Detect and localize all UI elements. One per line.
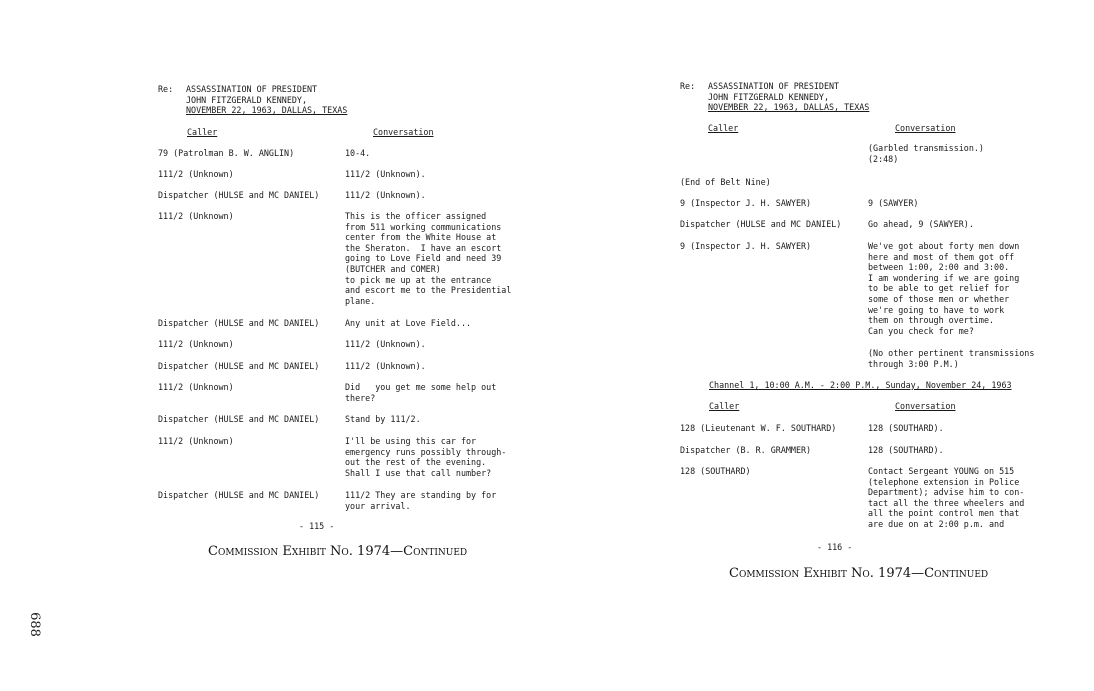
caller: 79 (Patrolman B. W. ANGLIN)	[158, 148, 295, 158]
page-number: - 116 -	[817, 542, 853, 552]
re-label: Re:	[158, 84, 174, 94]
caller: Dispatcher (B. R. GRAMMER)	[680, 445, 812, 455]
re-line-2: JOHN FITZGERALD KENNEDY,	[708, 91, 830, 102]
conversation: 111/2 (Unknown).	[345, 339, 426, 349]
conversation: 111/2 (Unknown).	[345, 169, 426, 179]
conversation-column-header: Conversation	[373, 127, 434, 137]
caller: Dispatcher (HULSE and MC DANIEL)	[158, 490, 320, 500]
conversation: Go ahead, 9 (SAWYER).	[868, 219, 974, 229]
conversation: This is the officer assigned from 511 working communications center from the White House at the Sheraton. I have an escort going to Love Field and need 39 (BUTCHER and COMER) to pick me up at the entrance and escort me to the Presidential plane.	[345, 211, 512, 306]
conversation: Any unit at Love Field...	[345, 318, 472, 328]
caller: Dispatcher (HULSE and MC DANIEL)	[680, 219, 842, 229]
caller: 111/2 (Unknown)	[158, 382, 234, 392]
caller: 111/2 (Unknown)	[158, 436, 234, 446]
conversation: 9 (SAWYER)	[868, 198, 919, 208]
garbled-note: (Garbled transmission.) (2:48)	[868, 143, 984, 164]
conversation: We've got about forty men down here and most of them got off between 1:00, 2:00 and 3:00. I am wondering if we are going to be able to get relief for some of those men or whether we're going to have to work them on through overtime. Can you check for me?	[868, 241, 1020, 336]
caller: Dispatcher (HULSE and MC DANIEL)	[158, 190, 320, 200]
caller: 128 (Lieutenant W. F. SOUTHARD)	[680, 423, 837, 433]
caller: Dispatcher (HULSE and MC DANIEL)	[158, 414, 320, 424]
re-line-1: ASSASSINATION OF PRESIDENT	[186, 84, 318, 94]
caller-column-header: Caller	[708, 123, 739, 133]
no-other-transmissions-note: (No other pertinent transmissions through 3:00 P.M.)	[868, 348, 1035, 369]
caller: 111/2 (Unknown)	[158, 211, 234, 221]
conversation: Stand by 111/2.	[345, 414, 421, 424]
caller: 9 (Inspector J. H. SAWYER)	[680, 241, 812, 251]
margin-page-number: 688	[26, 612, 42, 637]
re-line-3: NOVEMBER 22, 1963, DALLAS, TEXAS	[708, 102, 870, 113]
caller: 111/2 (Unknown)	[158, 169, 234, 179]
re-line-1: ASSASSINATION OF PRESIDENT	[708, 81, 840, 91]
conversation: Contact Sergeant YOUNG on 515 (telephone extension in Police Department); advise him to con- tact all the three wheelers and all the point control men that are due on at 2:00 p.m. and	[868, 466, 1025, 529]
conversation-column-header: Conversation	[895, 123, 956, 133]
conversation: 111/2 (Unknown).	[345, 361, 426, 371]
caller: 9 (Inspector J. H. SAWYER)	[680, 198, 812, 208]
re-label: Re:	[680, 81, 696, 91]
conversation: 10-4.	[345, 148, 371, 158]
conversation: 128 (SOUTHARD).	[868, 423, 944, 433]
caller: Dispatcher (HULSE and MC DANIEL)	[158, 318, 320, 328]
re-line-3: NOVEMBER 22, 1963, DALLAS, TEXAS	[186, 105, 348, 116]
right-document-page	[547, 0, 1094, 691]
re-line-2: JOHN FITZGERALD KENNEDY,	[186, 94, 308, 105]
page-number: - 115 -	[299, 521, 335, 531]
exhibit-caption: Commission Exhibit No. 1974—Continued	[729, 566, 989, 581]
channel-heading: Channel 1, 10:00 A.M. - 2:00 P.M., Sunday, November 24, 1963	[709, 380, 1012, 390]
conversation: Did you get me some help out there?	[345, 382, 497, 403]
caller: Dispatcher (HULSE and MC DANIEL)	[158, 361, 320, 371]
caller: 128 (SOUTHARD)	[680, 466, 751, 476]
caller-column-header-2: Caller	[709, 401, 740, 411]
caller: 111/2 (Unknown)	[158, 339, 234, 349]
conversation-column-header-2: Conversation	[895, 401, 956, 411]
conversation: 128 (SOUTHARD).	[868, 445, 944, 455]
conversation: I'll be using this car for emergency runs possibly through- out the rest of the evening. Shall I use that call number?	[345, 436, 507, 478]
end-of-belt-note: (End of Belt Nine)	[680, 177, 771, 187]
conversation: 111/2 (Unknown).	[345, 190, 426, 200]
conversation: 111/2 They are standing by for your arrival.	[345, 490, 497, 511]
exhibit-caption: Commission Exhibit No. 1974—Continued	[208, 544, 468, 559]
caller-column-header: Caller	[187, 127, 218, 137]
